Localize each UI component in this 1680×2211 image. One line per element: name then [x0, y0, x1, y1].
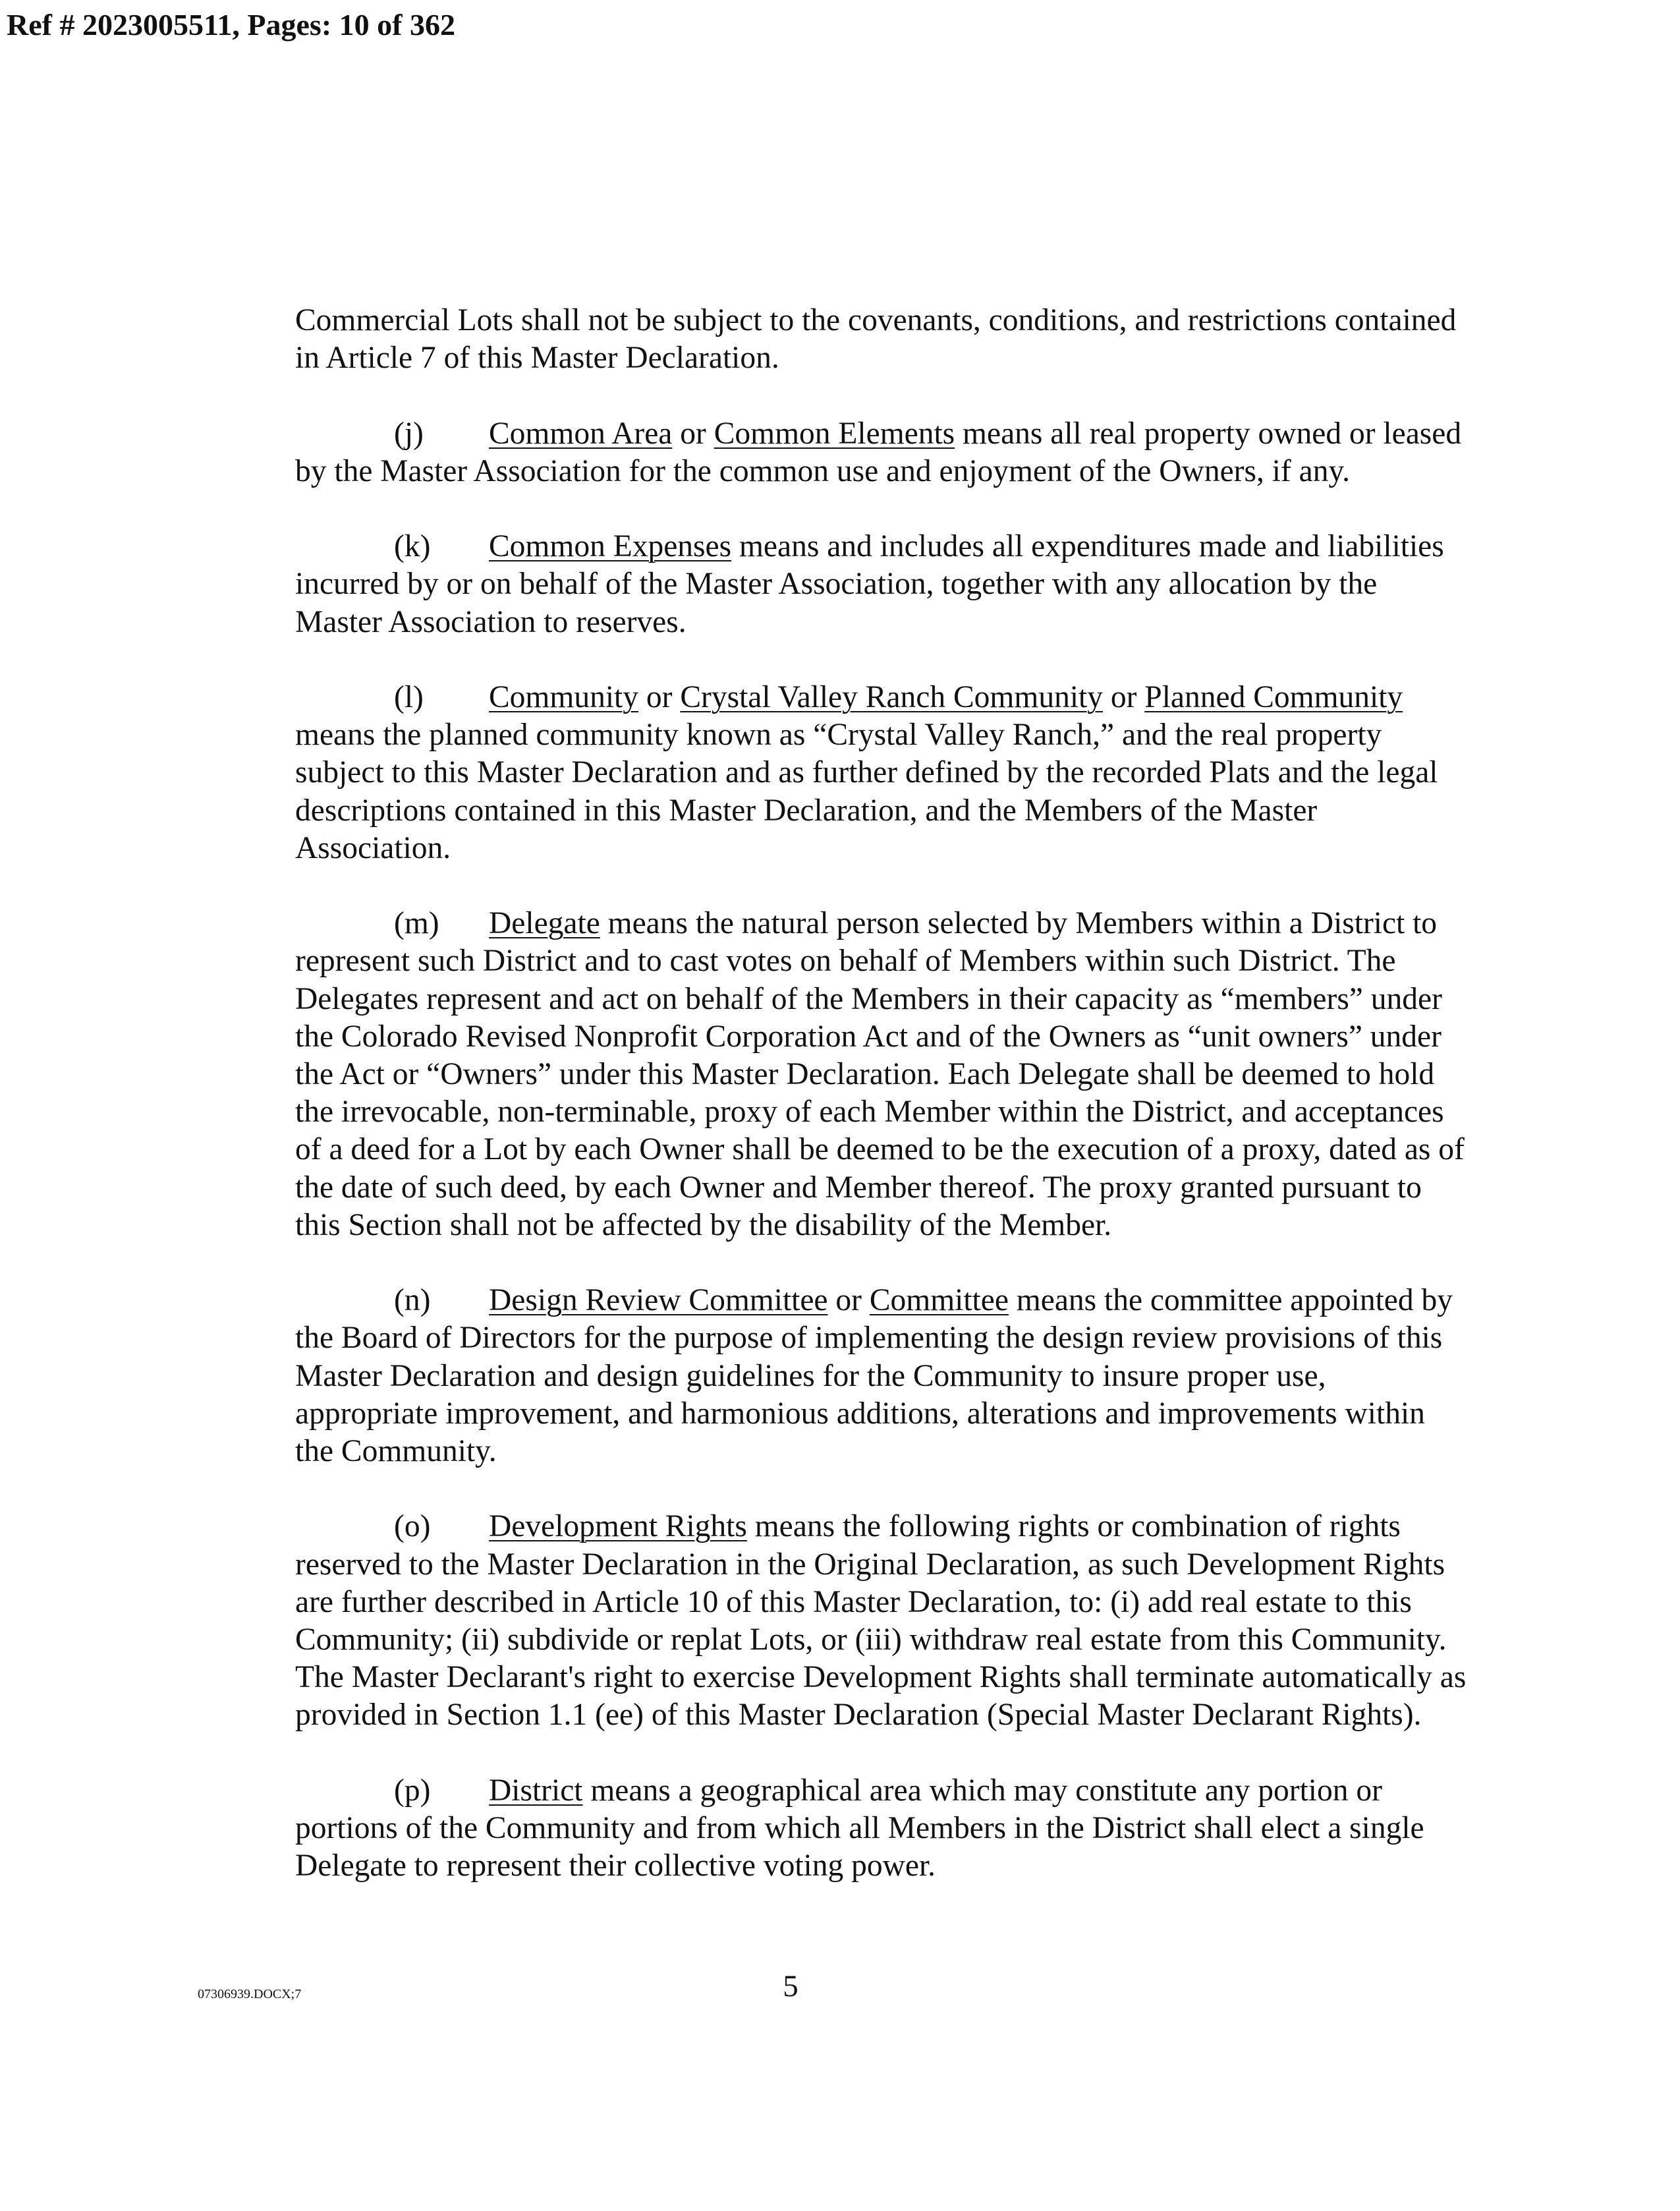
defined-term: Common Elements [714, 416, 955, 451]
text-line: Commercial Lots shall not be subject to the covenants, conditions, and restrictions contained [295, 303, 1457, 337]
conjunction: or [1102, 679, 1145, 714]
definition-text: means the following rights or combination of rights [746, 1509, 1401, 1544]
text-line: this Section shall not be affected by the disability of the Member. [295, 1207, 1112, 1242]
definition-first-line [295, 905, 1534, 942]
conjunction: or [827, 1283, 870, 1318]
text-line: the irrevocable, non-terminable, proxy of each Member within the District, and acceptances [295, 1095, 1444, 1130]
definition-label: (o) [394, 1509, 431, 1544]
defined-term: District [489, 1773, 583, 1808]
definition-label: (p) [394, 1773, 431, 1808]
conjunction: or [672, 416, 714, 451]
defined-term: Crystal Valley Ranch Community [680, 679, 1103, 714]
definition-first-line [295, 528, 1534, 565]
definition-text: means all real property owned or leased [955, 416, 1462, 451]
definition-j [295, 415, 1534, 490]
text-line: The Master Declarant's right to exercise Development Rights shall terminate automatically as [295, 1660, 1467, 1695]
text-line: Master Association to reserves. [295, 604, 686, 639]
definition-first-line [295, 1508, 1534, 1545]
defined-term: Delegate [489, 906, 600, 941]
text-line: Association. [295, 830, 451, 865]
text-line: incurred by or on behalf of the Master Association, together with any allocation by the [295, 567, 1378, 602]
definition-first-line [295, 679, 1534, 716]
text-line: portions of the Community and from which all Members in the District shall elect a single [295, 1811, 1424, 1846]
definition-label: (k) [394, 529, 431, 564]
text-line: Master Declaration and design guidelines for the Community to insure proper use, [295, 1358, 1326, 1393]
text-line: the Board of Directors for the purpose of implementing the design review provisions of this [295, 1321, 1443, 1356]
text-line: descriptions contained in this Master Declaration, and the Members of the Master [295, 793, 1318, 828]
definition-k [295, 528, 1534, 641]
definition-text: means the committee appointed by [1008, 1283, 1453, 1318]
text-line: Community; (ii) subdivide or replat Lots, or (iii) withdraw real estate from this Community. [295, 1622, 1447, 1657]
definition-l [295, 679, 1534, 867]
text-line: in Article 7 of this Master Declaration. [295, 341, 779, 376]
definition-o [295, 1508, 1534, 1734]
defined-term: Development Rights [489, 1509, 747, 1544]
text-line: reserved to the Master Declaration in the Original Declaration, as such Development Rights [295, 1547, 1445, 1582]
text-line: represent such District and to cast votes on behalf of Members within such District. The [295, 944, 1396, 979]
text-line: the Colorado Revised Nonprofit Corporation Act and of the Owners as “unit owners” under [295, 1019, 1442, 1054]
defined-term: Planned Community [1144, 679, 1403, 714]
defined-term: Common Area [489, 416, 673, 451]
document-body [295, 302, 1534, 1923]
definition-p [295, 1772, 1534, 1885]
footer-page-number: 5 [783, 1969, 798, 2003]
text-line: the date of such deed, by each Owner and Member thereof. The proxy granted pursuant to [295, 1170, 1422, 1205]
definition-text: means the natural person selected by Members within a District to [600, 906, 1438, 941]
definition-first-line [295, 1772, 1534, 1810]
text-line: appropriate improvement, and harmonious additions, alterations and improvements within [295, 1396, 1425, 1431]
text-line: by the Master Association for the common use and enjoyment of the Owners, if any. [295, 453, 1350, 488]
paragraph-continuation [295, 302, 1534, 377]
definition-label: (l) [394, 679, 424, 714]
definition-label: (j) [394, 416, 424, 451]
definition-first-line [295, 415, 1534, 453]
defined-term: Design Review Committee [489, 1283, 828, 1318]
defined-term: Community [489, 679, 638, 714]
text-line: the Community. [295, 1434, 497, 1469]
definition-label: (n) [394, 1283, 431, 1318]
definition-text: means a geographical area which may constitute any portion or [582, 1773, 1382, 1808]
defined-term: Common Expenses [489, 529, 732, 564]
definition-text: means and includes all expenditures made and liabilities [731, 529, 1444, 564]
text-line: provided in Section 1.1 (ee) of this Master Declaration (Special Master Declarant Rights). [295, 1698, 1422, 1733]
definition-m [295, 905, 1534, 1244]
text-line: the Act or “Owners” under this Master Declaration. Each Delegate shall be deemed to hold [295, 1057, 1435, 1091]
text-line: subject to this Master Declaration and as further defined by the recorded Plats and the legal [295, 755, 1438, 790]
conjunction: or [638, 679, 681, 714]
text-line: means the planned community known as “Crystal Valley Ranch,” and the real property [295, 718, 1382, 753]
definition-n [295, 1282, 1534, 1470]
text-line: Delegates represent and act on behalf of the Members in their capacity as “members” under [295, 981, 1442, 1016]
footer-document-code: 07306939.DOCX;7 [198, 1987, 302, 2001]
text-line: Delegate to represent their collective voting power. [295, 1849, 936, 1883]
document-reference-header: Ref # 2023005511, Pages: 10 of 362 [7, 8, 455, 42]
definition-label: (m) [394, 906, 439, 941]
text-line: of a deed for a Lot by each Owner shall be deemed to be the execution of a proxy, dated as of [295, 1132, 1465, 1167]
definition-first-line [295, 1282, 1534, 1319]
defined-term: Committee [869, 1283, 1009, 1318]
text-line: are further described in Article 10 of this Master Declaration, to: (i) add real estate to this [295, 1584, 1412, 1619]
